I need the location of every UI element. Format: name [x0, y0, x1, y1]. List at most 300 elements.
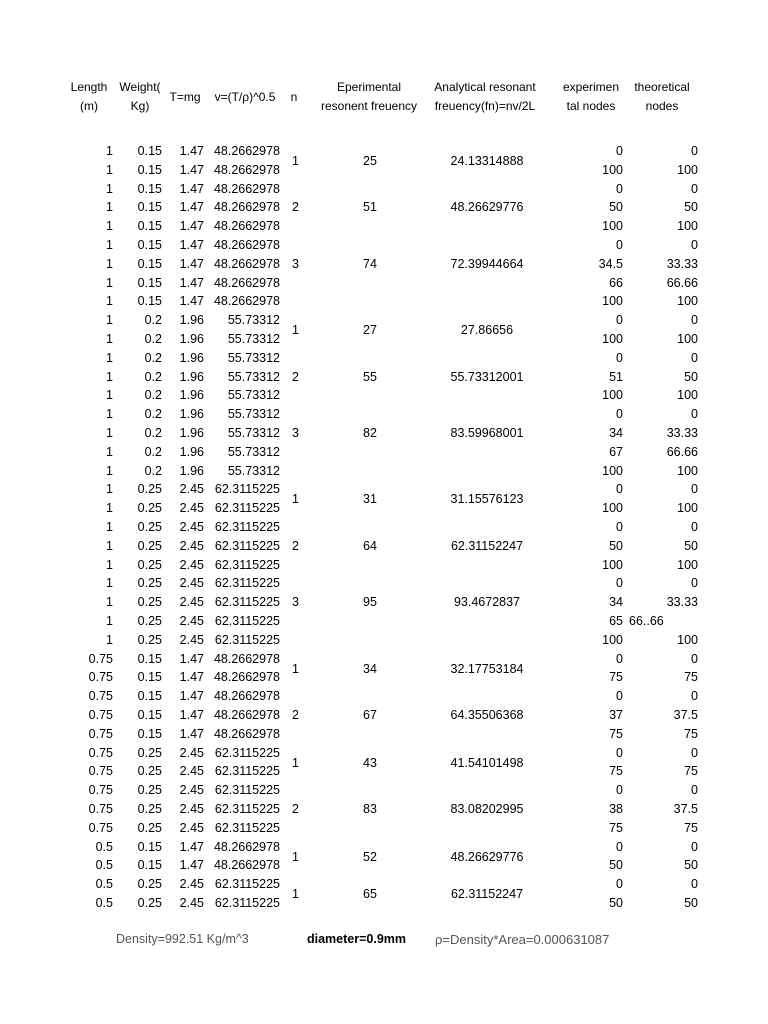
- cell-length: 1: [106, 538, 113, 553]
- cell-velocity: 62.3115225: [214, 595, 280, 610]
- cell-exp-node: 100: [602, 294, 623, 309]
- cell-tension: 1.47: [179, 162, 204, 177]
- cell-tension: 1.47: [179, 651, 204, 666]
- cell-tension: 1.47: [179, 839, 204, 854]
- cell-theo-node: 100: [677, 557, 698, 572]
- cell-theo-node: 100: [677, 501, 698, 516]
- cell-exp-frequency: 52: [363, 849, 377, 864]
- cell-exp-node: 37: [609, 708, 623, 722]
- cell-exp-frequency: 25: [363, 154, 377, 168]
- cell-theo-node: 0: [691, 238, 698, 252]
- cell-exp-node: 0: [616, 745, 623, 760]
- cell-weight: 0.15: [137, 726, 162, 741]
- cell-theo-node: 33.33: [666, 595, 698, 610]
- cell-velocity: 62.3115225: [214, 783, 280, 798]
- cell-velocity: 48.2662978: [213, 219, 280, 234]
- cell-length: 0.5: [95, 858, 113, 873]
- cell-velocity: 62.3115225: [214, 877, 280, 892]
- cell-tension: 2.45: [179, 764, 204, 779]
- cell-weight: 0.2: [144, 463, 162, 478]
- cell-weight: 0.25: [137, 745, 162, 760]
- cell-theo-node: 66.66: [666, 275, 698, 290]
- cell-tension: 2.45: [179, 783, 204, 798]
- cell-theo-node: 0: [691, 313, 698, 328]
- cell-weight: 0.15: [137, 200, 162, 215]
- cell-tension: 1.96: [179, 426, 204, 440]
- cell-length: 1: [106, 294, 113, 309]
- header-length: Length (m): [70, 80, 108, 113]
- cell-velocity: 48.2662978: [213, 670, 280, 685]
- cell-exp-node: 0: [616, 877, 623, 892]
- header-velocity: v=(T/ρ)^0.5: [214, 90, 276, 104]
- cell-weight: 0.2: [144, 313, 162, 328]
- cell-theo-node: 0: [691, 482, 698, 497]
- cell-theo-node: 0: [691, 350, 698, 365]
- cell-exp-node: 66: [609, 275, 623, 290]
- cell-ana-frequency: 27.86656: [460, 323, 514, 338]
- cell-velocity: 48.2662978: [213, 858, 280, 873]
- cell-exp-node: 75: [609, 820, 623, 835]
- cell-weight: 0.15: [137, 256, 162, 271]
- cell-weight: 0.15: [137, 219, 162, 234]
- cell-exp-node: 0: [616, 783, 623, 798]
- cell-theo-node: 0: [691, 576, 698, 591]
- cell-length: 1: [106, 181, 113, 196]
- cell-theo-node: 100: [677, 332, 698, 346]
- cell-n: 1: [292, 661, 299, 676]
- cell-theo-node: 75: [684, 764, 698, 779]
- cell-ana-frequency: 72.39944664: [450, 256, 524, 271]
- cell-n: 3: [292, 595, 299, 610]
- cell-exp-node: 0: [616, 238, 623, 252]
- cell-length: 0.5: [95, 877, 113, 892]
- cell-exp-node: 38: [609, 802, 623, 816]
- footer-diameter: diameter=0.9mm: [307, 932, 407, 946]
- cell-exp-node: 65: [609, 614, 623, 628]
- cell-weight: 0.25: [137, 614, 162, 628]
- cell-length: 1: [106, 595, 113, 610]
- cell-tension: 1.47: [179, 689, 204, 704]
- cell-weight: 0.2: [144, 369, 162, 384]
- cell-velocity: 55.73312: [227, 407, 280, 422]
- header-experimental-nodes: experimen tal nodes: [562, 80, 620, 113]
- cell-exp-node: 75: [609, 726, 623, 741]
- cell-exp-node: 0: [616, 313, 623, 328]
- cell-n: 1: [292, 887, 299, 902]
- cell-tension: 1.96: [179, 369, 204, 384]
- cell-weight: 0.25: [137, 783, 162, 798]
- cell-length: 0.75: [88, 764, 113, 779]
- cell-ana-frequency: 62.31152247: [450, 887, 524, 902]
- cell-theo-node: 50: [684, 538, 698, 553]
- cell-velocity: 62.3115225: [214, 820, 280, 835]
- cell-exp-node: 51: [609, 369, 623, 384]
- cell-exp-node: 34: [609, 426, 623, 440]
- cell-exp-node: 100: [602, 463, 623, 478]
- cell-velocity: 55.73312: [227, 313, 280, 328]
- cell-length: 1: [106, 444, 113, 459]
- cell-exp-node: 100: [602, 388, 623, 403]
- cell-theo-node: 100: [677, 388, 698, 403]
- cell-velocity: 48.2662978: [213, 181, 280, 196]
- cell-weight: 0.25: [137, 538, 162, 553]
- cell-length: 1: [106, 426, 113, 440]
- cell-ana-frequency: 41.54101498: [450, 755, 524, 770]
- cell-exp-node: 50: [609, 858, 623, 873]
- cell-length: 1: [106, 162, 113, 177]
- cell-theo-node: 66..66: [629, 614, 664, 628]
- cell-velocity: 62.3115225: [214, 501, 280, 516]
- cell-theo-node: 75: [684, 670, 698, 685]
- cell-exp-node: 0: [616, 181, 623, 196]
- cell-exp-node: 100: [602, 162, 623, 177]
- cell-ana-frequency: 55.73312001: [450, 369, 524, 384]
- cell-n: 2: [292, 369, 299, 384]
- cell-velocity: 55.73312: [227, 350, 280, 365]
- cell-exp-node: 100: [602, 219, 623, 234]
- cell-length: 1: [106, 614, 113, 628]
- cell-length: 1: [106, 576, 113, 591]
- cell-length: 1: [106, 557, 113, 572]
- cell-exp-frequency: 82: [363, 426, 377, 440]
- cell-length: 1: [106, 332, 113, 346]
- cell-theo-node: 0: [691, 689, 698, 704]
- cell-weight: 0.15: [137, 858, 162, 873]
- cell-tension: 1.47: [179, 144, 204, 158]
- cell-velocity: 48.2662978: [213, 839, 280, 854]
- cell-velocity: 48.2662978: [213, 144, 280, 158]
- cell-exp-node: 0: [616, 350, 623, 365]
- cell-exp-frequency: 74: [363, 256, 377, 271]
- cell-exp-node: 0: [616, 839, 623, 854]
- cell-tension: 2.45: [179, 557, 204, 572]
- cell-velocity: 48.2662978: [213, 689, 280, 704]
- cell-exp-node: 50: [609, 896, 623, 910]
- cell-n: 2: [292, 708, 299, 722]
- cell-n: 2: [292, 200, 299, 215]
- cell-tension: 1.96: [179, 313, 204, 328]
- cell-length: 1: [106, 313, 113, 328]
- cell-tension: 1.47: [179, 256, 204, 271]
- cell-exp-frequency: 34: [363, 661, 377, 676]
- cell-theo-node: 0: [691, 651, 698, 666]
- cell-ana-frequency: 83.59968001: [450, 426, 524, 440]
- cell-length: 1: [106, 256, 113, 271]
- cell-weight: 0.15: [137, 294, 162, 309]
- cell-velocity: 48.2662978: [213, 651, 280, 666]
- cell-tension: 2.45: [179, 632, 204, 647]
- cell-velocity: 62.3115225: [214, 614, 280, 628]
- cell-length: 0.75: [88, 651, 113, 666]
- cell-weight: 0.15: [137, 162, 162, 177]
- cell-velocity: 62.3115225: [214, 538, 280, 553]
- cell-velocity: 62.3115225: [214, 482, 280, 497]
- cell-tension: 1.96: [179, 444, 204, 459]
- cell-velocity: 62.3115225: [214, 745, 280, 760]
- cell-length: 1: [106, 407, 113, 422]
- cell-velocity: 48.2662978: [213, 726, 280, 741]
- cell-velocity: 55.73312: [227, 463, 280, 478]
- cell-tension: 1.47: [179, 858, 204, 873]
- cell-length: 0.5: [95, 839, 113, 854]
- cell-length: 0.75: [88, 820, 113, 835]
- cell-length: 0.5: [95, 896, 113, 910]
- cell-tension: 2.45: [179, 614, 204, 628]
- header-tmg: T=mg: [169, 90, 201, 104]
- cell-exp-node: 67: [609, 444, 623, 459]
- cell-exp-node: 0: [616, 482, 623, 497]
- cell-tension: 2.45: [179, 576, 204, 591]
- cell-weight: 0.15: [137, 144, 162, 158]
- cell-length: 1: [106, 388, 113, 403]
- cell-exp-frequency: 95: [363, 595, 377, 610]
- cell-weight: 0.15: [137, 651, 162, 666]
- cell-velocity: 55.73312: [227, 369, 280, 384]
- cell-length: 0.75: [88, 689, 113, 704]
- cell-n: 1: [292, 323, 299, 338]
- cell-tension: 1.47: [179, 275, 204, 290]
- cell-ana-frequency: 24.13314888: [450, 154, 524, 168]
- cell-n: 2: [292, 538, 299, 553]
- cell-theo-node: 75: [684, 820, 698, 835]
- cell-weight: 0.2: [144, 388, 162, 403]
- cell-tension: 1.47: [179, 726, 204, 741]
- footer-density: Density=992.51 Kg/m^3: [116, 932, 249, 946]
- cell-theo-node: 33.33: [666, 426, 698, 440]
- cell-weight: 0.25: [137, 576, 162, 591]
- header-n: n: [290, 90, 298, 104]
- cell-weight: 0.25: [137, 764, 162, 779]
- cell-weight: 0.15: [137, 670, 162, 685]
- cell-weight: 0.25: [137, 520, 162, 534]
- cell-tension: 2.45: [179, 482, 204, 497]
- cell-velocity: 62.3115225: [214, 632, 280, 647]
- cell-weight: 0.15: [137, 708, 162, 722]
- cell-exp-frequency: 55: [363, 369, 377, 384]
- cell-length: 1: [106, 482, 113, 497]
- cell-length: 0.75: [88, 802, 113, 816]
- cell-length: 1: [106, 238, 113, 252]
- cell-weight: 0.25: [137, 482, 162, 497]
- cell-weight: 0.2: [144, 332, 162, 346]
- cell-theo-node: 0: [691, 407, 698, 422]
- cell-exp-frequency: 27: [363, 323, 377, 338]
- cell-theo-node: 100: [677, 162, 698, 177]
- cell-weight: 0.15: [137, 181, 162, 196]
- cell-exp-frequency: 65: [363, 887, 377, 902]
- cell-exp-node: 75: [609, 670, 623, 685]
- cell-n: 1: [292, 755, 299, 770]
- cell-velocity: 62.3115225: [214, 802, 280, 816]
- cell-theo-node: 0: [691, 783, 698, 798]
- cell-theo-node: 50: [684, 858, 698, 873]
- cell-velocity: 62.3115225: [214, 557, 280, 572]
- cell-weight: 0.25: [137, 595, 162, 610]
- cell-length: 0.75: [88, 708, 113, 722]
- cell-weight: 0.25: [137, 820, 162, 835]
- cell-exp-node: 100: [602, 501, 623, 516]
- cell-velocity: 48.2662978: [213, 256, 280, 271]
- cell-length: 1: [106, 632, 113, 647]
- cell-ana-frequency: 64.35506368: [450, 708, 524, 722]
- cell-exp-node: 50: [609, 538, 623, 553]
- cell-theo-node: 75: [684, 726, 698, 741]
- cell-velocity: 48.2662978: [213, 200, 280, 215]
- cell-length: 0.75: [88, 670, 113, 685]
- cell-exp-node: 0: [616, 689, 623, 704]
- cell-ana-frequency: 32.17753184: [450, 661, 524, 676]
- cell-n: 3: [292, 426, 299, 440]
- cell-length: 1: [106, 275, 113, 290]
- cell-exp-node: 0: [616, 144, 623, 158]
- cell-velocity: 55.73312: [227, 332, 280, 346]
- cell-tension: 2.45: [179, 538, 204, 553]
- cell-n: 2: [292, 802, 299, 816]
- cell-exp-frequency: 51: [363, 200, 377, 215]
- cell-exp-frequency: 31: [363, 492, 377, 507]
- cell-velocity: 62.3115225: [214, 764, 280, 779]
- cell-weight: 0.2: [144, 407, 162, 422]
- cell-exp-frequency: 83: [363, 802, 377, 816]
- cell-weight: 0.15: [137, 689, 162, 704]
- cell-exp-node: 50: [609, 200, 623, 215]
- cell-tension: 2.45: [179, 820, 204, 835]
- cell-ana-frequency: 83.08202995: [450, 802, 524, 816]
- cell-theo-node: 33.33: [666, 256, 698, 271]
- cell-n: 1: [292, 154, 299, 168]
- cell-tension: 2.45: [179, 877, 204, 892]
- cell-length: 1: [106, 350, 113, 365]
- header-theoretical-nodes: theoretical nodes: [634, 80, 690, 113]
- cell-tension: 1.47: [179, 200, 204, 215]
- cell-theo-node: 66.66: [666, 444, 698, 459]
- cell-velocity: 48.2662978: [213, 294, 280, 309]
- cell-weight: 0.25: [137, 802, 162, 816]
- cell-theo-node: 0: [691, 877, 698, 892]
- cell-exp-node: 100: [602, 557, 623, 572]
- cell-length: 1: [106, 219, 113, 234]
- header-analytical-frequency: Analytical resonant freuency(fn)=nv/2L: [434, 80, 536, 113]
- cell-theo-node: 0: [691, 181, 698, 196]
- cell-tension: 1.96: [179, 407, 204, 422]
- cell-weight: 0.25: [137, 632, 162, 647]
- cell-weight: 0.15: [137, 275, 162, 290]
- cell-exp-frequency: 64: [363, 538, 377, 553]
- cell-length: 1: [106, 200, 113, 215]
- cell-exp-frequency: 67: [363, 708, 377, 722]
- cell-length: 0.75: [88, 745, 113, 760]
- cell-theo-node: 100: [677, 463, 698, 478]
- cell-weight: 0.25: [137, 557, 162, 572]
- cell-velocity: 62.3115225: [214, 576, 280, 591]
- cell-length: 1: [106, 520, 113, 534]
- cell-tension: 2.45: [179, 595, 204, 610]
- cell-exp-node: 100: [602, 632, 623, 647]
- cell-tension: 1.96: [179, 332, 204, 346]
- cell-theo-node: 0: [691, 144, 698, 158]
- cell-tension: 1.96: [179, 388, 204, 403]
- cell-weight: 0.15: [137, 238, 162, 252]
- cell-theo-node: 37.5: [673, 802, 698, 816]
- cell-tension: 1.96: [179, 463, 204, 478]
- cell-tension: 2.45: [179, 745, 204, 760]
- cell-exp-frequency: 43: [363, 755, 377, 770]
- cell-tension: 1.47: [179, 238, 204, 252]
- cell-weight: 0.25: [137, 896, 162, 910]
- cell-weight: 0.2: [144, 426, 162, 440]
- cell-tension: 1.96: [179, 350, 204, 365]
- cell-ana-frequency: 62.31152247: [450, 538, 524, 553]
- cell-velocity: 55.73312: [227, 426, 280, 440]
- cell-tension: 1.47: [179, 219, 204, 234]
- cell-velocity: 55.73312: [227, 444, 280, 459]
- cell-exp-node: 0: [616, 576, 623, 591]
- cell-n: 1: [292, 492, 299, 507]
- cell-exp-node: 0: [616, 651, 623, 666]
- cell-tension: 1.47: [179, 294, 204, 309]
- cell-length: 0.75: [88, 726, 113, 741]
- cell-n: 3: [292, 256, 299, 271]
- cell-theo-node: 0: [691, 745, 698, 760]
- cell-velocity: 62.3115225: [214, 896, 280, 910]
- cell-exp-node: 0: [616, 407, 623, 422]
- cell-weight: 0.25: [137, 877, 162, 892]
- footer-rho: ρ=Density*Area=0.000631087: [435, 932, 610, 947]
- cell-velocity: 48.2662978: [213, 238, 280, 252]
- cell-ana-frequency: 31.15576123: [450, 492, 524, 507]
- cell-weight: 0.2: [144, 350, 162, 365]
- cell-tension: 2.45: [179, 501, 204, 516]
- cell-theo-node: 100: [677, 219, 698, 234]
- cell-theo-node: 50: [684, 369, 698, 384]
- cell-theo-node: 50: [684, 200, 698, 215]
- cell-velocity: 62.3115225: [214, 520, 280, 534]
- cell-theo-node: 100: [677, 632, 698, 647]
- cell-theo-node: 37.5: [673, 708, 698, 722]
- cell-length: 1: [106, 144, 113, 158]
- cell-length: 1: [106, 463, 113, 478]
- cell-velocity: 55.73312: [227, 388, 280, 403]
- cell-velocity: 48.2662978: [213, 162, 280, 177]
- cell-exp-node: 75: [609, 764, 623, 779]
- cell-ana-frequency: 48.26629776: [450, 200, 524, 215]
- header-weight: Weight( Kg): [119, 80, 161, 113]
- cell-exp-node: 0: [616, 520, 623, 534]
- cell-ana-frequency: 48.26629776: [450, 849, 524, 864]
- cell-tension: 2.45: [179, 896, 204, 910]
- cell-theo-node: 0: [691, 520, 698, 534]
- cell-tension: 1.47: [179, 181, 204, 196]
- cell-weight: 0.2: [144, 444, 162, 459]
- cell-length: 1: [106, 501, 113, 516]
- cell-theo-node: 0: [691, 839, 698, 854]
- cell-tension: 1.47: [179, 670, 204, 685]
- cell-tension: 1.47: [179, 708, 204, 722]
- cell-weight: 0.15: [137, 839, 162, 854]
- cell-exp-node: 34: [609, 595, 623, 610]
- cell-ana-frequency: 93.4672837: [453, 595, 521, 610]
- cell-length: 1: [106, 369, 113, 384]
- cell-velocity: 48.2662978: [213, 275, 280, 290]
- cell-exp-node: 100: [602, 332, 623, 346]
- cell-n: 1: [292, 849, 299, 864]
- header-experimental-frequency: Eperimental resonent freuency: [320, 80, 418, 113]
- cell-weight: 0.25: [137, 501, 162, 516]
- cell-exp-node: 34.5: [598, 256, 623, 271]
- cell-theo-node: 100: [677, 294, 698, 309]
- cell-tension: 2.45: [179, 802, 204, 816]
- cell-tension: 2.45: [179, 520, 204, 534]
